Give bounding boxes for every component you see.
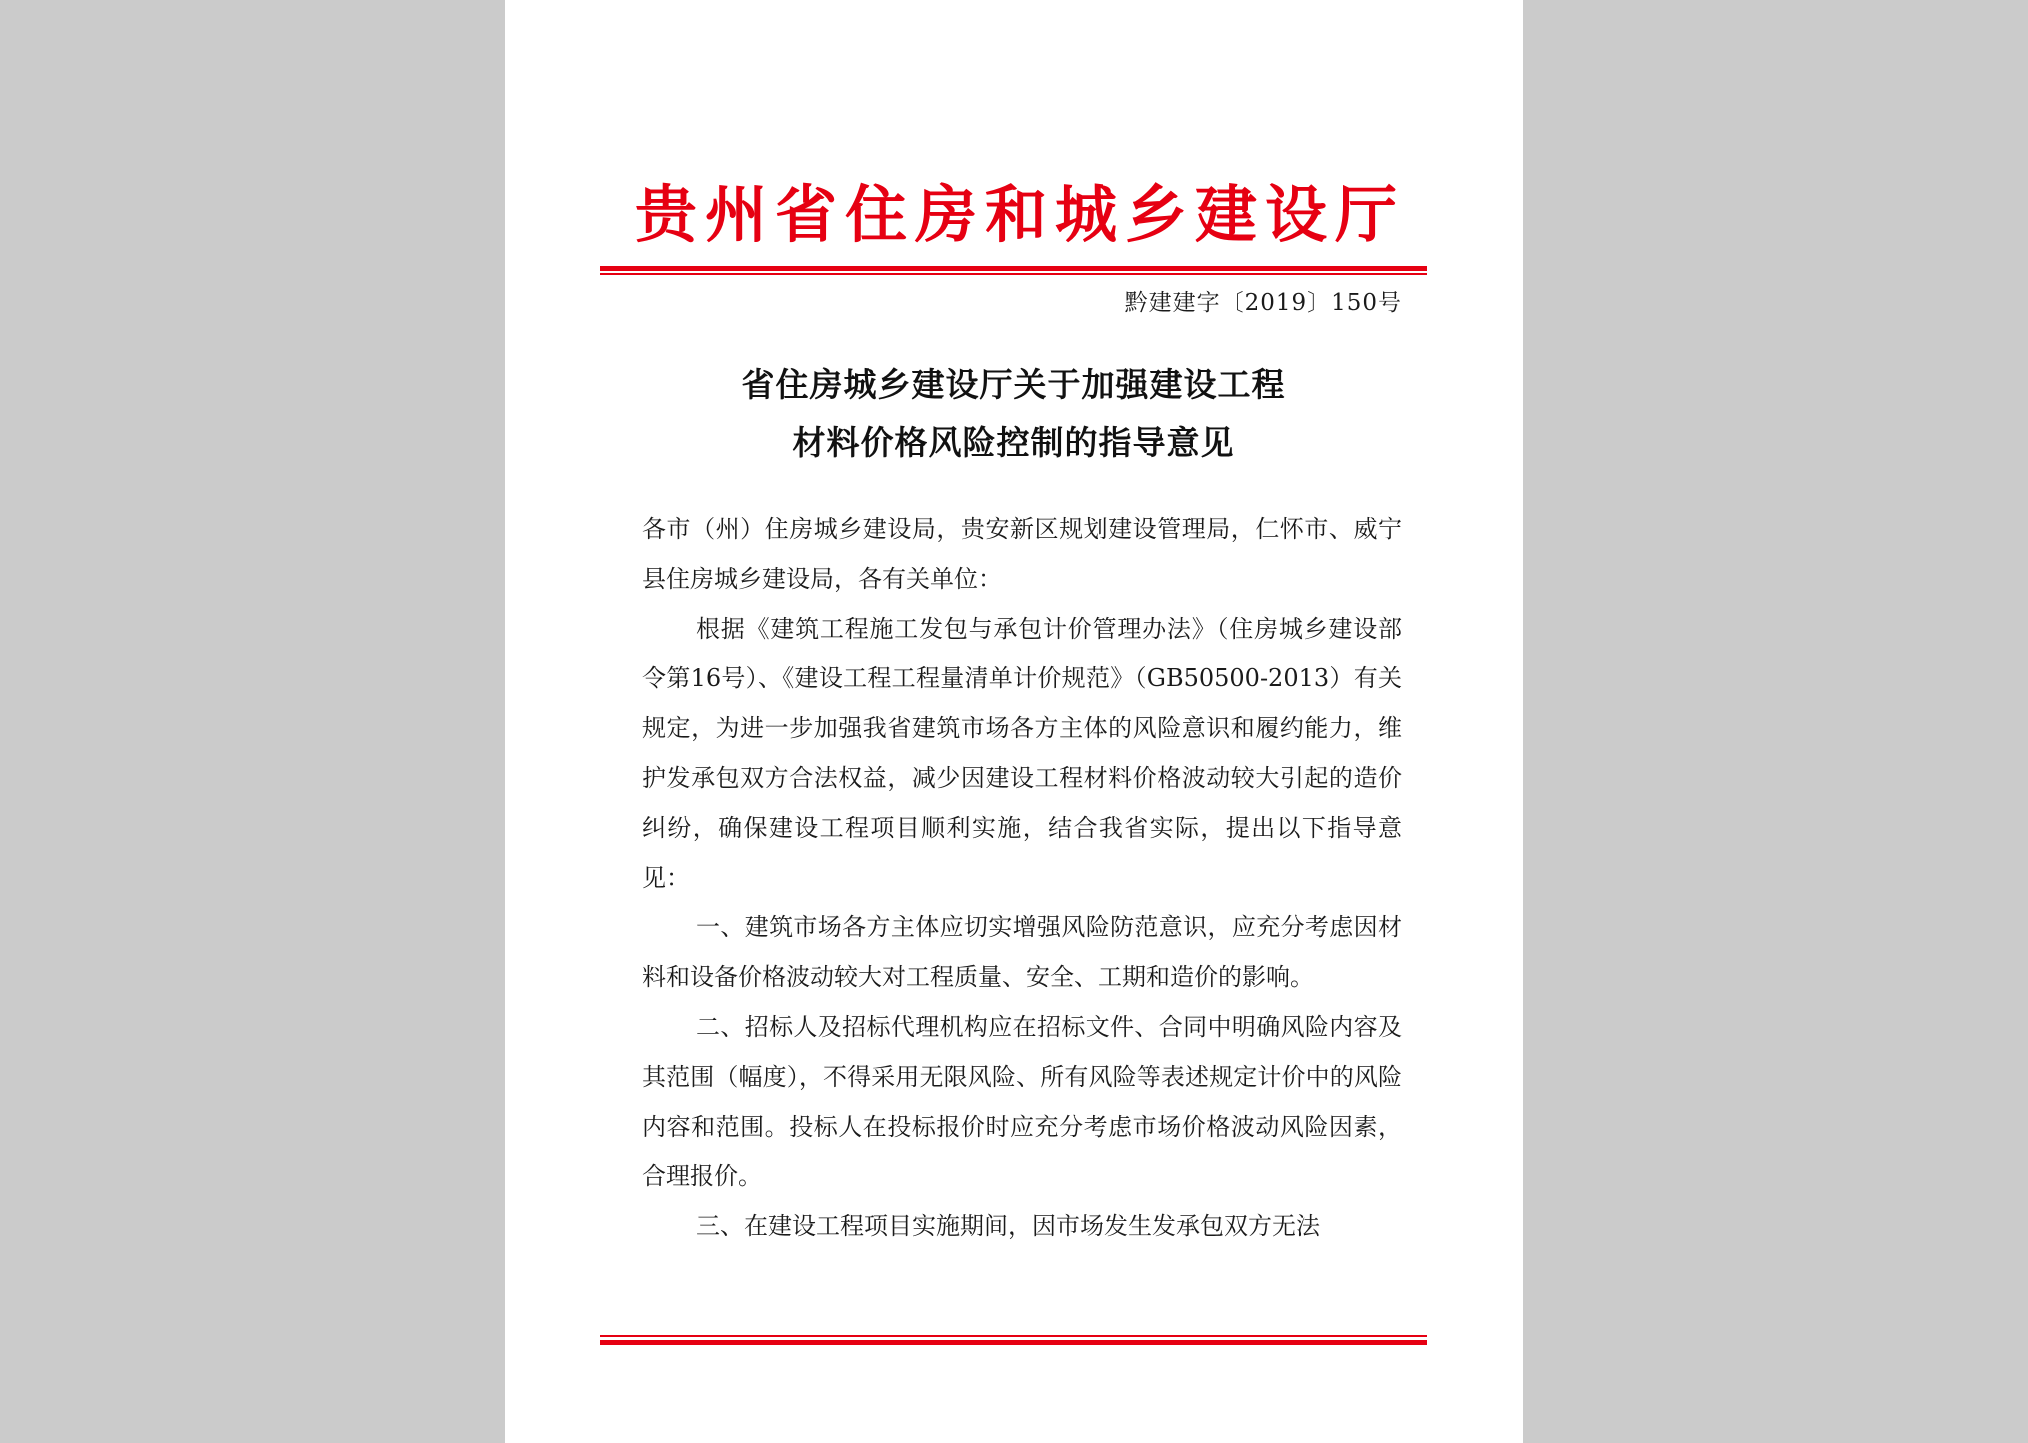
paragraph-item-3: 三、在建设工程项目实施期间，因市场发生发承包双方无法 [696,1212,1320,1241]
document-title [600,356,1427,472]
paragraph-preamble: 根据《建筑工程施工发包与承包计价管理办法》（住房城乡建设部令第16号）、《建设工程工程量清单计价规范》（GB50500-2013）有关规定，为进一步加强我省建筑市场各方主体的风险意识和履约能力，维护发承包双方合法权益，减少因建设工程材料价格波动较大引起的造价纠纷，确保建设工程项目顺利实施，结合我省实际，提出以下指导意见： [642,614,1402,892]
title-line-2: 材料价格风险控制的指导意见 [792,423,1235,462]
document-page [505,0,1523,1443]
footer-rule-thin [600,1335,1427,1337]
document-number: 黔建建字〔2019〕150号 [1124,290,1402,316]
title-line-1: 省住房城乡建设厅关于加强建设工程 [741,365,1286,404]
issuer-header: 贵州省住房和城乡建设厅 [635,178,1406,251]
paragraph-item-2: 二、招标人及招标代理机构应在招标文件、合同中明确风险内容及其范围（幅度），不得采用无限风险、所有风险等表述规定计价中的风险内容和范围。投标人在投标报价时应充分考虑市场价格波动风险因素，合理报价。 [642,1012,1402,1191]
footer-rule-thick [600,1340,1427,1345]
paragraph-item-1: 一、建筑市场各方主体应切实增强风险防范意识，应充分考虑因材料和设备价格波动较大对工程质量、安全、工期和造价的影响。 [642,913,1402,992]
header-rule-thick [600,266,1427,271]
addressee: 各市（州）住房城乡建设局，贵安新区规划建设管理局，仁怀市、威宁县住房城乡建设局，各有关单位： [642,515,1402,593]
header-rule-thin [600,273,1427,275]
document-body [642,505,1402,1252]
